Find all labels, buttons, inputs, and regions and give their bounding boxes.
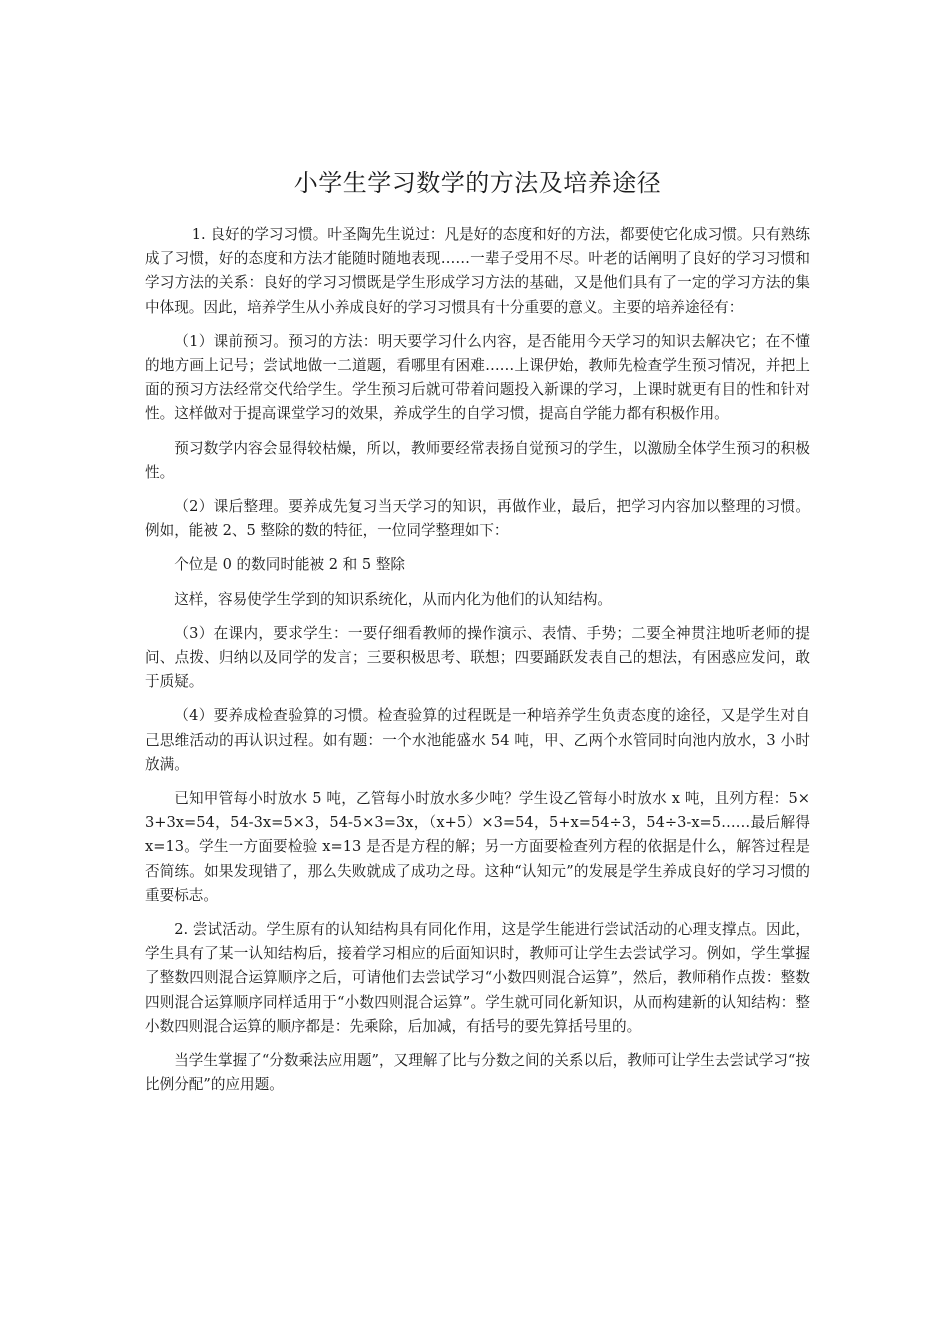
paragraph-ratio-application: 当学生掌握了“分数乘法应用题”，又理解了比与分数之间的关系以后，教师可让学生去尝试学习“按比例分配”的应用题。: [145, 1052, 810, 1094]
paragraph-divisibility-rule: 个位是 0 的数同时能被 2 和 5 整除: [174, 556, 406, 574]
document-page: [145, 165, 810, 1108]
paragraph-systematize: 这样，容易使学生学到的知识系统化，从而内化为他们的认知结构。: [174, 590, 613, 608]
paragraph-equation-example: 已知甲管每小时放水 5 吨，乙管每小时放水多少吨？学生设乙管每小时放水 x 吨，且列方程：5×3+3x=54，54-3x=5×3，54-5×3=3x，（x+5）×3=54，5+x=54÷3，54÷3-x=5……最后解得 x=13。学生一方面要检验 x=13 是否是方程的解；另一方面要检查列方程的依据是什么，解答过程是否简练。如果发现错了，那么失败就成了成功之母。这种“认知元”的发展是学生养成良好的学习习惯的重要标志。: [145, 790, 810, 904]
paragraph-preview: （1）课前预习。预习的方法：明天要学习什么内容，是否能用今天学习的知识去解决它；在不懂的地方画上记号；尝试地做一二道题，看哪里有困难……上课伊始，教师先检查学生预习情况，并把上面的预习方法经常交代给学生。学生预习后就可带着问题投入新课的学习，上课时就更有目的性和针对性。这样做对于提高课堂学习的效果，养成学生的自学习惯，提高自学能力都有积极作用。: [145, 332, 810, 423]
paragraph-trial-activity: 2. 尝试活动。学生原有的认知结构具有同化作用，这是学生能进行尝试活动的心理支撑点。因此，学生具有了某一认知结构后，接着学习相应的后面知识时，教师可让学生去尝试学习。例如，学生掌握了整数四则混合运算顺序之后，可请他们去尝试学习“小数四则混合运算”，然后，教师稍作点拨：整数四则混合运算顺序同样适用于“小数四则混合运算”。学生就可同化新知识，从而构建新的认知结构：整小数四则混合运算的顺序都是：先乘除，后加减，有括号的要先算括号里的。: [145, 921, 810, 1035]
paragraph-review: （2）课后整理。要养成先复习当天学习的知识，再做作业，最后，把学习内容加以整理的习惯。例如，能被 2、5 整除的数的特征，一位同学整理如下：: [145, 498, 810, 540]
paragraph-in-class: （3）在课内，要求学生：一要仔细看教师的操作演示、表情、手势；二要全神贯注地听老师的提问、点拨、归纳以及同学的发言；三要积极思考、联想；四要踊跃发表自己的想法，有困惑应发问，敢于质疑。: [145, 624, 810, 691]
paragraph-preview-praise: 预习数学内容会显得较枯燥，所以，教师要经常表扬自觉预习的学生，以激励全体学生预习的积极性。: [145, 439, 810, 481]
document-title: 小学生学习数学的方法及培养途径: [293, 169, 662, 197]
paragraph-habits-intro: 1. 良好的学习习惯。叶圣陶先生说过：凡是好的态度和好的方法，都要使它化成习惯。只有熟练成了习惯，好的态度和方法才能随时随地表现……一辈子受用不尽。叶老的话阐明了良好的学习习惯和学习方法的关系：良好的学习习惯既是学生形成学习方法的基础，又是他们具有了一定的学习方法的集中体现。因此，培养学生从小养成良好的学习习惯具有十分重要的意义。主要的培养途径有：: [145, 226, 810, 316]
paragraph-checking: （4）要养成检查验算的习惯。检查验算的过程既是一种培养学生负责态度的途径，又是学生对自己思维活动的再认识过程。如有题：一个水池能盛水 54 吨，甲、乙两个水管同时向池内放水，3 小时放满。: [145, 707, 810, 773]
